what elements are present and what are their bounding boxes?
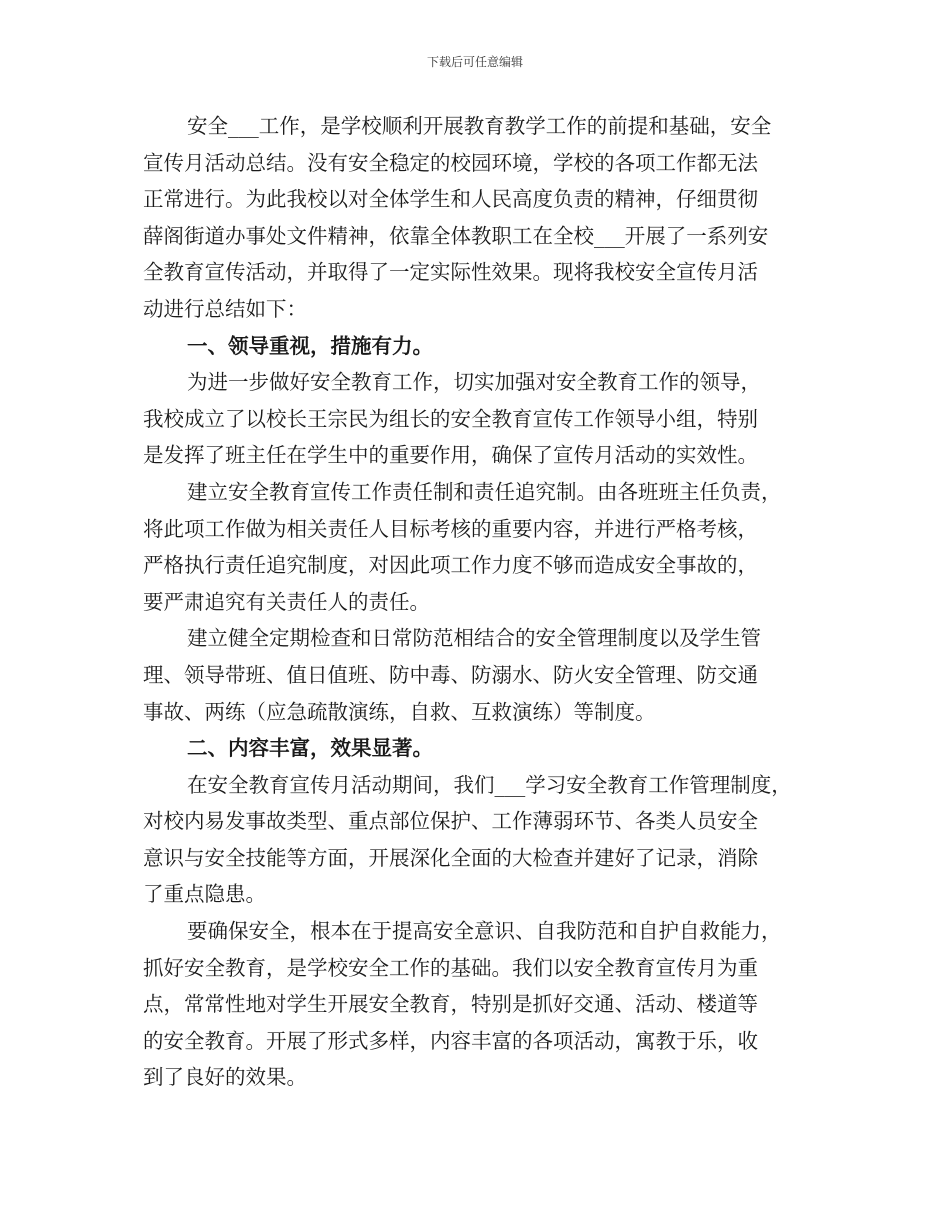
section-heading: 一、领导重视，措施有力。: [187, 333, 433, 358]
paragraph-line: 建立健全定期检查和日常防范相结合的安全管理制度以及学生管: [187, 626, 761, 651]
paragraph-line: 将此项工作做为相关责任人目标考核的重要内容，并进行严格考核，: [143, 516, 758, 541]
paragraph-line: 薛阁街道办事处文件精神，依靠全体教职工在全校___开展了一系列安: [143, 223, 769, 248]
paragraph-line: 的安全教育。开展了形式多样，内容丰富的各项活动，寓教于乐，收: [143, 1028, 758, 1053]
paragraph-line: 了重点隐患。: [143, 882, 266, 907]
paragraph-line: 抓好安全教育，是学校安全工作的基础。我们以安全教育宣传月为重: [143, 955, 758, 980]
paragraph-line: 在安全教育宣传月活动期间，我们___学习安全教育工作管理制度，: [187, 772, 792, 797]
paragraph-line: 对校内易发事故类型、重点部位保护、工作薄弱环节、各类人员安全: [143, 809, 758, 834]
paragraph-line: 宣传月活动总结。没有安全稳定的校园环境，学校的各项工作都无法: [143, 150, 758, 175]
paragraph-line: 正常进行。为此我校以对全体学生和人民高度负责的精神，仔细贯彻: [143, 187, 758, 212]
paragraph-line: 是发挥了班主任在学生中的重要作用，确保了宣传月活动的实效性。: [143, 443, 758, 468]
document-body: [143, 108, 823, 1096]
paragraph-line: 我校成立了以校长王宗民为组长的安全教育宣传工作领导小组，特别: [143, 406, 758, 431]
paragraph-line: 建立安全教育宣传工作责任制和责任追究制。由各班班主任负责，: [187, 479, 782, 504]
page-header: 下载后可任意编辑: [426, 55, 523, 69]
paragraph-line: 为进一步做好安全教育工作，切实加强对安全教育工作的领导，: [187, 370, 761, 395]
paragraph-line: 严格执行责任追究制度，对因此项工作力度不够而造成安全事故的，: [143, 553, 758, 578]
section-heading: 二、内容丰富，效果显著。: [187, 736, 433, 761]
paragraph-line: 全教育宣传活动，并取得了一定实际性效果。现将我校安全宣传月活: [143, 260, 758, 285]
paragraph-line: 理、领导带班、值日值班、防中毒、防溺水、防火安全管理、防交通: [143, 662, 758, 687]
paragraph-line: 意识与安全技能等方面，开展深化全面的大检查并建好了记录，消除: [143, 845, 758, 870]
paragraph-line: 到了良好的效果。: [143, 1065, 307, 1090]
paragraph-line: 事故、两练（应急疏散演练，自救、互救演练）等制度。: [143, 699, 656, 724]
paragraph-line: 动进行总结如下：: [143, 296, 307, 321]
paragraph-line: 点，常常性地对学生开展安全教育，特别是抓好交通、活动、楼道等: [143, 992, 758, 1017]
paragraph-line: 要严肃追究有关责任人的责任。: [143, 589, 430, 614]
paragraph-line: 安全___工作，是学校顺利开展教育教学工作的前提和基础，安全: [187, 114, 772, 138]
paragraph-line: 要确保安全，根本在于提高安全意识、自我防范和自护自救能力，: [187, 919, 782, 944]
